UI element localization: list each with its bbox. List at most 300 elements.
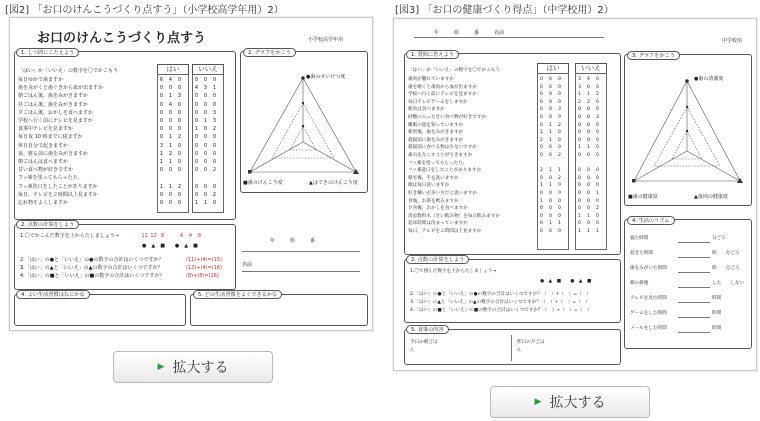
score-value[interactable]: 0 [212,150,217,157]
score-value[interactable]: 0 [540,152,543,158]
iie-values [575,220,602,228]
score-value[interactable]: 2 [212,126,217,133]
iie-values [192,133,219,141]
score-value[interactable]: 0 [203,77,208,83]
score-value[interactable]: 0 [177,101,182,108]
score-value[interactable]: 0 [540,84,543,90]
score-value[interactable]: 1 [596,228,599,234]
score-value[interactable]: 0 [212,101,217,108]
score-value[interactable]: 0 [540,92,543,98]
score-value[interactable]: 2 [596,92,599,98]
score-value[interactable]: 0 [168,126,173,133]
fig3-calc-q2: 2.「はい」の●と「いいえ」の●の数字の合計はいくつですか？（ ）+（ ）=（ ） [410,292,591,297]
iie-values [575,106,602,114]
score-value[interactable]: 0 [596,130,599,136]
score-value[interactable]: 0 [203,142,208,149]
question-row [18,117,228,125]
score-value[interactable]: 0 [203,183,208,190]
score-value[interactable]: 0 [596,213,599,219]
score-value[interactable]: 0 [168,85,173,92]
score-value[interactable]: 2 [558,122,561,128]
score-value[interactable]: 0 [540,99,543,105]
score-value[interactable]: 0 [549,99,552,105]
score-value[interactable]: 1 [549,221,552,227]
score-value[interactable]: 1 [549,122,552,128]
hai-values [537,137,564,145]
score-value[interactable]: 0 [587,152,590,158]
fig2-section5-label: 5. どの生活習慣をよくできるかな [193,290,282,299]
fig2-calc-label: 2. 点数の計算をしよう [16,220,79,229]
score-value[interactable]: 0 [159,93,164,100]
score-value[interactable]: 0 [587,84,590,90]
score-value[interactable]: 0 [549,107,552,113]
iie-values [192,158,219,166]
score-value[interactable]: 0 [578,183,581,189]
iie-values [192,84,219,92]
score-value[interactable]: 0 [549,84,552,90]
score-value[interactable]: 0 [177,142,182,149]
question-text: 好き嫌いが多い方だと思いますか [408,190,477,196]
score-value[interactable]: 0 [596,198,599,204]
fig2-calc-q4: 4.「はい」の■と「いいえ」の■の数字の合計はいくつですか？ [20,273,165,279]
score-value[interactable]: 0 [159,109,164,116]
score-value[interactable]: 3 [203,85,208,92]
question-text: 朝ごはん後、歯をみがきますか [18,93,89,100]
score-value[interactable]: 3 [578,77,581,82]
score-value[interactable]: 4 [194,85,199,92]
score-value[interactable]: 3 [212,109,217,116]
score-value[interactable]: 0 [194,77,199,83]
score-value[interactable]: 0 [540,77,543,82]
score-value[interactable]: 0 [549,206,552,212]
score-value[interactable]: 0 [558,77,561,82]
hai-values [537,167,564,175]
question-row [18,191,228,199]
score-value[interactable]: 0 [587,114,590,120]
score-value[interactable]: 0 [558,84,561,90]
hai-values [157,125,184,133]
rhythm-label: ゲームをした時間 [630,311,667,316]
score-value[interactable]: 1 [540,130,543,136]
score-value[interactable]: 0 [549,152,552,158]
question-text: 学校へ行く前にテレビを見ますか [18,118,93,125]
hai-values [157,109,184,117]
fig3-calc-q4: 4.「はい」の■と「いいえ」の■の数字の合計はいくつですか？（ ）+（ ）=（ ） [410,308,592,313]
hai-values [537,106,564,114]
score-value[interactable]: 1 [587,145,590,151]
score-value[interactable]: 1 [558,221,561,227]
score-value[interactable]: 0 [558,198,561,204]
score-value[interactable]: 2 [558,152,561,158]
score-value[interactable]: 0 [159,85,164,92]
rhythm-input-line[interactable] [678,302,710,303]
score-value[interactable]: 2 [168,150,173,157]
score-value[interactable]: 1 [549,183,552,189]
score-value[interactable]: 0 [549,190,552,196]
question-row [18,101,228,109]
score-value[interactable]: 0 [587,175,590,181]
score-value[interactable]: 0 [168,167,173,174]
score-value[interactable]: 2 [596,206,599,212]
score-value[interactable]: 0 [578,190,581,196]
score-value[interactable]: 0 [194,159,199,166]
score-value[interactable]: 2 [212,167,217,174]
score-value[interactable]: 2 [177,134,182,141]
score-value[interactable]: 2 [558,175,561,181]
score-value[interactable]: 0 [587,168,590,174]
score-value[interactable]: 0 [194,109,199,116]
score-value[interactable]: 4 [168,101,173,108]
score-value[interactable]: 0 [558,145,561,151]
fig3-meal-divider [511,335,512,361]
score-value[interactable]: 2 [587,99,590,105]
score-value[interactable]: 0 [549,198,552,204]
score-value[interactable]: 1 [159,150,164,157]
score-value[interactable]: 0 [540,221,543,227]
score-value[interactable]: 0 [558,190,561,196]
score-value[interactable]: 0 [203,167,208,174]
question-text: 起床時間は決まっていますか [408,221,468,227]
rhythm-input-line[interactable] [678,257,710,258]
question-text: 朝食後、歯をみがきますか [408,130,464,136]
question-row [408,175,613,183]
score-value[interactable]: 1 [194,126,199,133]
iie-values [192,125,219,133]
score-value[interactable]: 0 [203,101,208,108]
score-value[interactable]: 0 [578,122,581,128]
score-value[interactable]: 0 [540,107,543,113]
score-value[interactable]: 0 [194,118,199,125]
fig3-legend-c: ▲歯肉の健康度 [694,194,728,200]
fig3-section4-label: 4. 生活のリズム [627,216,675,225]
question-text: 毎日、テレビを２時間以上見ますか [408,228,482,234]
score-value[interactable]: 0 [578,168,581,174]
score-value[interactable]: 0 [168,118,173,125]
question-row [408,152,613,160]
score-value[interactable]: 0 [159,134,164,141]
score-value[interactable]: 0 [212,93,217,100]
score-value[interactable]: 2 [540,137,543,143]
score-value[interactable]: 4 [168,77,173,83]
score-value[interactable]: 2 [578,99,581,105]
score-value[interactable]: 0 [578,198,581,204]
question-row [408,114,613,122]
score-value[interactable]: 0 [578,175,581,181]
score-value[interactable]: 1 [168,142,173,149]
fig3-hai-header: はい [537,63,569,74]
score-value[interactable]: 0 [558,183,561,189]
score-value[interactable]: 0 [177,109,182,116]
score-value[interactable]: 0 [168,200,173,207]
score-value[interactable]: 0 [558,206,561,212]
score-value[interactable]: 0 [177,118,182,125]
question-row [408,144,613,152]
score-value[interactable]: 0 [587,221,590,227]
hai-values [537,122,564,130]
score-value[interactable]: 0 [549,92,552,98]
score-value[interactable]: 0 [549,228,552,234]
iie-values [192,109,219,117]
rhythm-unit: 分ごろ [712,236,726,241]
question-text: 毎日夜 10 時までに寝ますか [18,134,83,141]
score-value[interactable]: 0 [596,137,599,143]
score-value[interactable]: 0 [596,221,599,227]
score-value[interactable]: 6 [159,77,164,83]
score-value[interactable]: 3 [596,114,599,120]
enlarge-button-fig3[interactable] [490,386,650,418]
score-value[interactable]: 0 [194,191,199,198]
score-value[interactable]: 0 [177,85,182,92]
score-value[interactable]: 0 [159,191,164,198]
fig2-name-line [242,263,360,272]
fig2-iie-header: いいえ [192,64,224,75]
score-value[interactable]: 0 [212,77,217,83]
score-value[interactable]: 0 [540,206,543,212]
score-value[interactable]: 0 [203,150,208,157]
score-value[interactable]: 1 [168,183,173,190]
score-value[interactable]: 2 [177,183,182,190]
score-value[interactable]: 0 [212,183,217,190]
rhythm-input-line[interactable] [678,332,710,333]
score-value[interactable]: 0 [558,114,561,120]
score-value[interactable]: 0 [540,114,543,120]
total-value: 8 [197,233,202,239]
score-value[interactable]: 2 [212,191,217,198]
score-value[interactable]: 0 [587,130,590,136]
score-value[interactable]: 1 [587,228,590,234]
score-value[interactable]: 1 [203,200,208,207]
question-row [408,160,613,168]
score-value[interactable]: 0 [168,109,173,116]
score-value[interactable]: 0 [159,126,164,133]
score-value[interactable]: 0 [203,134,208,141]
score-value[interactable]: 0 [177,200,182,207]
score-value[interactable]: 1 [578,213,581,219]
score-value[interactable]: 0 [578,130,581,136]
iie-values [192,183,219,191]
score-value[interactable]: 1 [596,190,599,196]
total-value: 4 [188,233,193,239]
hai-values [157,174,184,182]
score-value[interactable]: 4 [587,77,590,82]
score-value[interactable]: 0 [177,167,182,174]
score-value[interactable]: 0 [587,190,590,196]
score-value[interactable]: 1 [168,93,173,100]
score-value[interactable]: 0 [596,175,599,181]
score-value[interactable]: 0 [194,150,199,157]
score-value[interactable]: 0 [578,114,581,120]
score-value[interactable]: 2 [540,168,543,174]
score-value[interactable]: 3 [177,93,182,100]
score-value[interactable]: 0 [194,93,199,100]
score-value[interactable]: 0 [596,122,599,128]
rhythm-input-line[interactable] [678,317,710,318]
score-value[interactable]: 3 [558,107,561,113]
hai-values [537,190,564,198]
score-value[interactable]: 0 [587,198,590,204]
fig3-breakfast-label: 今日の朝ごはん [410,340,438,353]
score-value[interactable]: 1 [159,183,164,190]
question-text: 清涼飲料水（甘い飲み物）を毎日飲みますか [408,213,500,219]
score-value[interactable]: 0 [549,77,552,82]
score-value[interactable]: 0 [596,168,599,174]
score-value[interactable]: 0 [194,134,199,141]
score-value[interactable]: 0 [177,150,182,157]
score-value[interactable]: 0 [194,167,199,174]
iie-values [575,84,602,92]
iie-values [575,144,602,152]
score-value[interactable]: 0 [558,99,561,105]
score-value[interactable]: 0 [159,101,164,108]
score-value[interactable]: 0 [203,159,208,166]
score-value[interactable]: 1 [558,168,561,174]
question-text: 毎日、テレビを２時間以上見ますか [18,191,98,198]
score-value[interactable]: 0 [177,126,182,133]
score-value[interactable]: 0 [540,213,543,219]
score-value[interactable]: 0 [203,109,208,116]
question-text: 夜、寝る前に歯をみがきますか [18,150,89,157]
score-value[interactable]: 0 [540,122,543,128]
score-value[interactable]: 0 [578,107,581,113]
score-value[interactable]: 1 [549,130,552,136]
hai-values [537,91,564,99]
score-value[interactable]: 0 [203,93,208,100]
rhythm-input-line[interactable] [678,272,710,273]
rhythm-row [630,235,746,250]
score-value[interactable]: 0 [558,92,561,98]
score-value[interactable]: 0 [587,122,590,128]
score-value[interactable]: 0 [578,206,581,212]
score-value[interactable]: 0 [587,206,590,212]
score-value[interactable]: 0 [549,114,552,120]
question-row [408,167,613,175]
score-value[interactable]: 0 [177,159,182,166]
score-value[interactable]: 0 [558,228,561,234]
question-text: 帰宅後、手を洗いますか [408,175,459,181]
question-text: 歯を磨くと歯肉から血が出ますか [408,84,477,90]
score-value[interactable]: 1 [540,198,543,204]
hai-values [537,228,564,236]
score-value[interactable]: 0 [540,175,543,181]
rhythm-input-line[interactable] [678,242,710,243]
score-value[interactable]: 3 [578,84,581,90]
score-value[interactable]: 1 [549,137,552,143]
score-value[interactable]: 0 [558,130,561,136]
score-value[interactable]: 1 [578,92,581,98]
score-value[interactable]: 0 [596,99,599,105]
score-value[interactable]: 0 [596,183,599,189]
rhythm-label: メールをした時間 [630,326,667,331]
score-value[interactable]: 1 [159,159,164,166]
score-value[interactable]: 0 [558,137,561,143]
score-value[interactable]: 0 [549,175,552,181]
question-text: 就寝前に歯をみがきますか [408,137,464,143]
score-value[interactable]: 0 [578,221,581,227]
score-value[interactable]: 0 [596,107,599,113]
question-text: 歯肉が腫れていますか [408,77,454,82]
score-value[interactable]: 0 [578,152,581,158]
score-value[interactable]: 0 [212,200,217,207]
score-value[interactable]: 0 [578,137,581,143]
score-value[interactable]: 0 [159,200,164,207]
score-value[interactable]: 1 [168,159,173,166]
score-value[interactable]: 0 [168,191,173,198]
score-value[interactable]: 0 [596,77,599,82]
score-value[interactable]: 0 [194,101,199,108]
fig2-total-symbols: ● ▲ ■ ● ▲ ■ [142,243,198,249]
score-value[interactable]: 1 [194,200,199,207]
rhythm-unit: 時間 [712,311,722,316]
rhythm-unit: 時間 [712,296,722,301]
score-value[interactable]: 0 [587,137,590,143]
fig3-iie-header: いいえ [575,63,607,74]
score-value[interactable]: 1 [587,213,590,219]
fig3-caption: [図3] 「お口の健康づくり得点」（中学校用）2） [395,5,614,16]
score-value[interactable]: 1 [549,168,552,174]
question-text: フッ素を塗ってもらったり、 [408,160,468,166]
score-value[interactable]: 1 [203,118,208,125]
score-value[interactable]: 1 [212,85,217,92]
score-value[interactable]: 0 [159,118,164,125]
rhythm-row [630,265,746,280]
iie-values [575,137,602,145]
score-value[interactable]: 0 [540,145,543,151]
score-value[interactable]: 0 [587,183,590,189]
score-value[interactable]: 0 [194,142,199,149]
rhythm-label: テレビを見た時間 [630,296,667,301]
question-row [18,166,228,174]
fig3-radar-chart [626,71,748,196]
score-value[interactable]: 3 [159,142,164,149]
score-value[interactable]: 0 [212,159,217,166]
fig2-total-values [140,232,204,240]
iie-values [575,91,602,99]
hai-values [157,199,184,207]
question-text: 忘れ物をよくしますか [18,200,69,207]
enlarge-button-fig2[interactable] [113,351,273,383]
score-value[interactable]: 0 [194,183,199,190]
fig3-calc-q1: 1.〇で囲んだ数字を上からたしましょう→ [410,269,497,274]
hai-values [537,160,564,168]
score-value[interactable]: 0 [540,190,543,196]
score-value[interactable]: 0 [587,107,590,113]
score-value[interactable]: 0 [540,228,543,234]
score-value[interactable]: 1 [578,145,581,151]
score-value[interactable]: 0 [212,134,217,141]
score-value[interactable]: 0 [549,213,552,219]
score-value[interactable]: 0 [558,213,561,219]
rhythm-input-line[interactable] [678,287,710,288]
score-value[interactable]: 1 [578,228,581,234]
score-value[interactable]: 0 [596,84,599,90]
score-value[interactable]: 0 [203,191,208,198]
score-value[interactable]: 0 [177,77,182,83]
question-text: 歯石をなくすことができますか [408,152,473,158]
score-value[interactable]: 0 [203,126,208,133]
score-value[interactable]: 1 [540,183,543,189]
question-row [408,137,613,145]
score-value[interactable]: 0 [596,145,599,151]
score-value[interactable]: 0 [177,191,182,198]
score-value[interactable]: 3 [212,118,217,125]
score-value[interactable]: 1 [587,92,590,98]
score-value[interactable]: 0 [212,142,217,149]
score-value[interactable]: 0 [549,145,552,151]
score-value[interactable]: 0 [159,167,164,174]
score-value[interactable]: 0 [596,152,599,158]
score-value[interactable]: 1 [168,134,173,141]
question-text: 就寝前に食べる物は少ないですか [408,145,477,151]
